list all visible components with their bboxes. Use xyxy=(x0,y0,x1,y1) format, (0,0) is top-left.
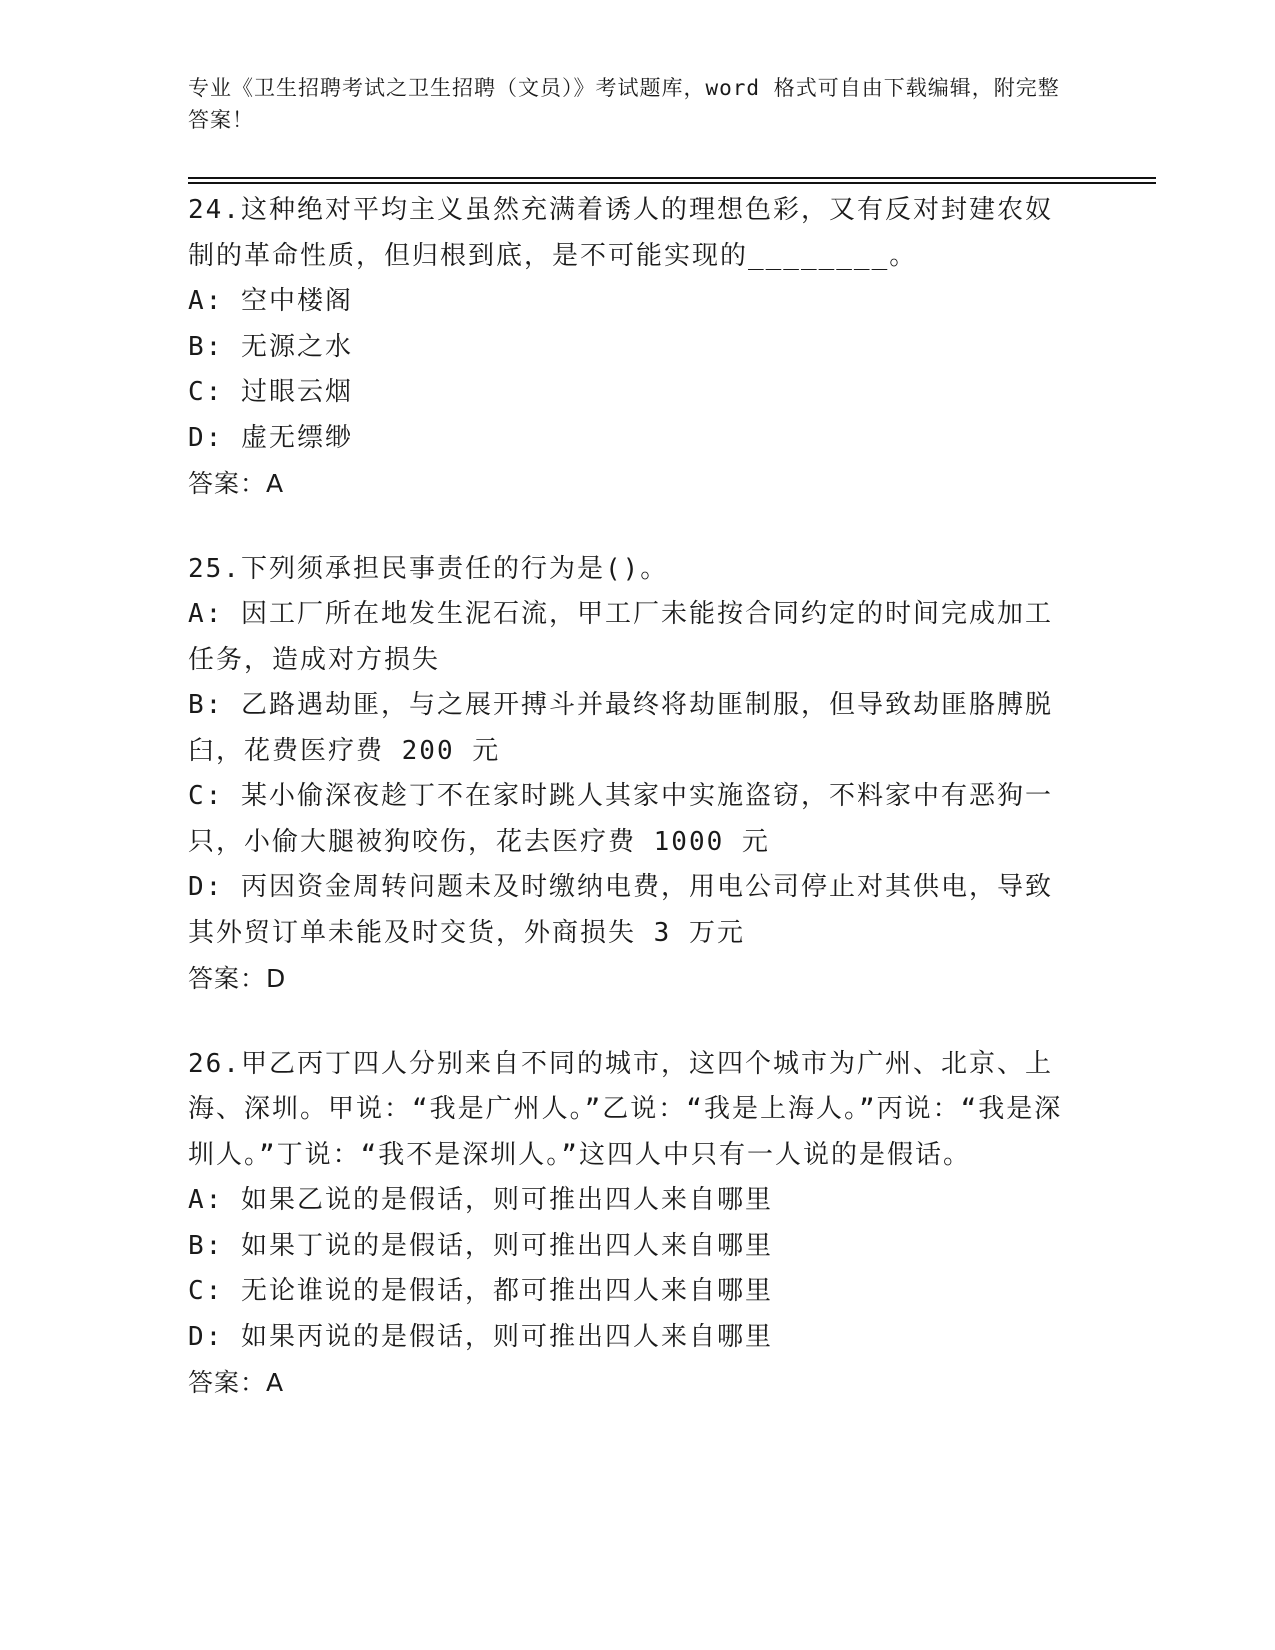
question-stem: 25.下列须承担民事责任的行为是()。 xyxy=(188,553,669,584)
option-b: B: 如果丁说的是假话，则可推出四人来自哪里 xyxy=(188,1230,773,1261)
option-d: D: 如果丙说的是假话，则可推出四人来自哪里 xyxy=(188,1321,773,1352)
question-26 xyxy=(188,1042,1078,1406)
option-d: D: 丙因资金周转问题未及时缴纳电费，用电公司停止对其供电，导致其外贸订单未能及时交货，外商损失 3 万元 xyxy=(188,872,1053,948)
answer-line: 答案：D xyxy=(188,964,287,993)
option-d: D: 虚无缥缈 xyxy=(188,422,353,453)
header-divider-top xyxy=(188,177,1156,179)
option-a: A: 空中楼阁 xyxy=(188,286,353,316)
question-24 xyxy=(188,188,1078,507)
question-stem: 26.甲乙丙丁四人分别来自不同的城市，这四个城市为广州、北京、上海、深圳。甲说：“我是广州人。”乙说：“我是上海人。”丙说：“我是深圳人。”丁说：“我不是深圳人。”这四人中只有一人说的是假话。 xyxy=(188,1048,1063,1170)
option-a: A: 如果乙说的是假话，则可推出四人来自哪里 xyxy=(188,1185,773,1215)
document-intro: 专业《卫生招聘考试之卫生招聘（文员）》考试题库，word 格式可自由下载编辑，附完整答案！ xyxy=(188,76,1060,132)
answer-line: 答案：A xyxy=(188,1368,285,1397)
question-stem: 24.这种绝对平均主义虽然充满着诱人的理想色彩，又有反对封建农奴制的革命性质，但归根到底，是不可能实现的________。 xyxy=(188,195,1053,271)
option-c: C: 过眼云烟 xyxy=(188,377,353,407)
option-b: B: 无源之水 xyxy=(188,331,353,362)
answer-line: 答案：A xyxy=(188,469,285,498)
option-b: B: 乙路遇劫匪，与之展开搏斗并最终将劫匪制服，但导致劫匪胳膊脱臼，花费医疗费 200 元 xyxy=(188,690,1053,766)
option-a: A: 因工厂所在地发生泥石流，甲工厂未能按合同约定的时间完成加工任务，造成对方损失 xyxy=(188,599,1053,675)
question-25 xyxy=(188,547,1078,1002)
option-c: C: 某小偷深夜趁丁不在家时跳人其家中实施盗窃，不料家中有恶狗一只，小偷大腿被狗咬伤，花去医疗费 1000 元 xyxy=(188,781,1053,857)
header-divider-bottom xyxy=(188,182,1156,184)
question-list xyxy=(188,188,1078,1446)
option-c: C: 无论谁说的是假话，都可推出四人来自哪里 xyxy=(188,1276,773,1306)
